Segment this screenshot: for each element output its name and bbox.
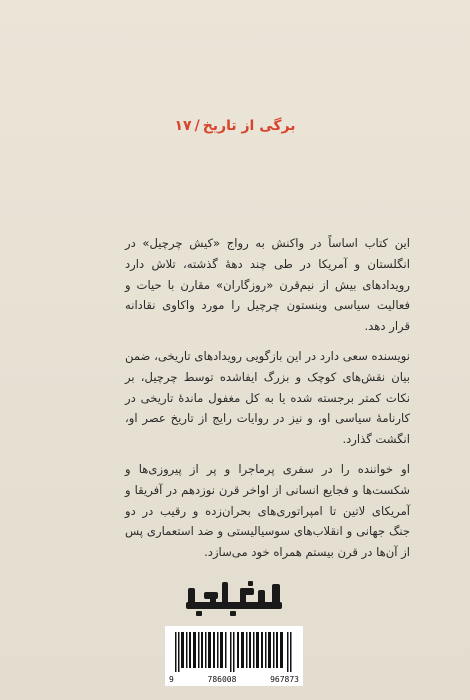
isbn-digit-group: 9: [169, 675, 174, 684]
publisher-logo: [182, 578, 286, 618]
isbn-digits: [169, 675, 299, 684]
series-number: ۱۷: [174, 118, 192, 134]
isbn-barcode: [165, 626, 303, 686]
blurb-paragraph: این کتاب اساساً در واکنش به رواج «کیش چرچیل» در انگلستان و آمریکا در طی چند دههٔ گذشته، تلاش دارد رویدادهای بیش از نیم‌قرن «روزگاران» مقارن با حیات و فعالیت سیاسی وینستون چرچیل را مورد واکاوی نقادانه قرار دهد.: [125, 236, 410, 334]
series-title: [0, 118, 470, 134]
series-separator: /: [194, 118, 200, 134]
barcode-bars: [175, 632, 293, 672]
blurb-paragraph: نویسنده سعی دارد در این بازگویی رویدادهای تاریخی، ضمن بیان نقش‌های کوچک و بزرگ ایفاشده توسط چرچیل، بر نکات کمتر برجسته شده یا به کل مغفول ماندهٔ تاریخی در کارنامهٔ سیاسی او، و نیز در روایات رایج از تاریخ عصر او، انگشت گذارد.: [125, 348, 410, 447]
isbn-digit-group: 786008: [207, 675, 237, 684]
blurb-text: [125, 233, 410, 572]
isbn-digit-group: 967873: [270, 675, 299, 684]
series-label: برگی از تاریخ: [202, 118, 296, 134]
blurb-paragraph: او خواننده را در سفری پرماجرا و پر از پیروزی‌ها و شکست‌ها و فجایع انسانی از اواخر قرن نوزدهم در آفریقا و آمریکای لاتین تا امپراتوری‌های بحران‌زده و رقیب در دو جنگ جهانی و انقلاب‌های سوسیالیستی و ضد استعماری پس از آن‌ها در قرن بیستم همراه خود می‌سازد.: [125, 461, 410, 560]
